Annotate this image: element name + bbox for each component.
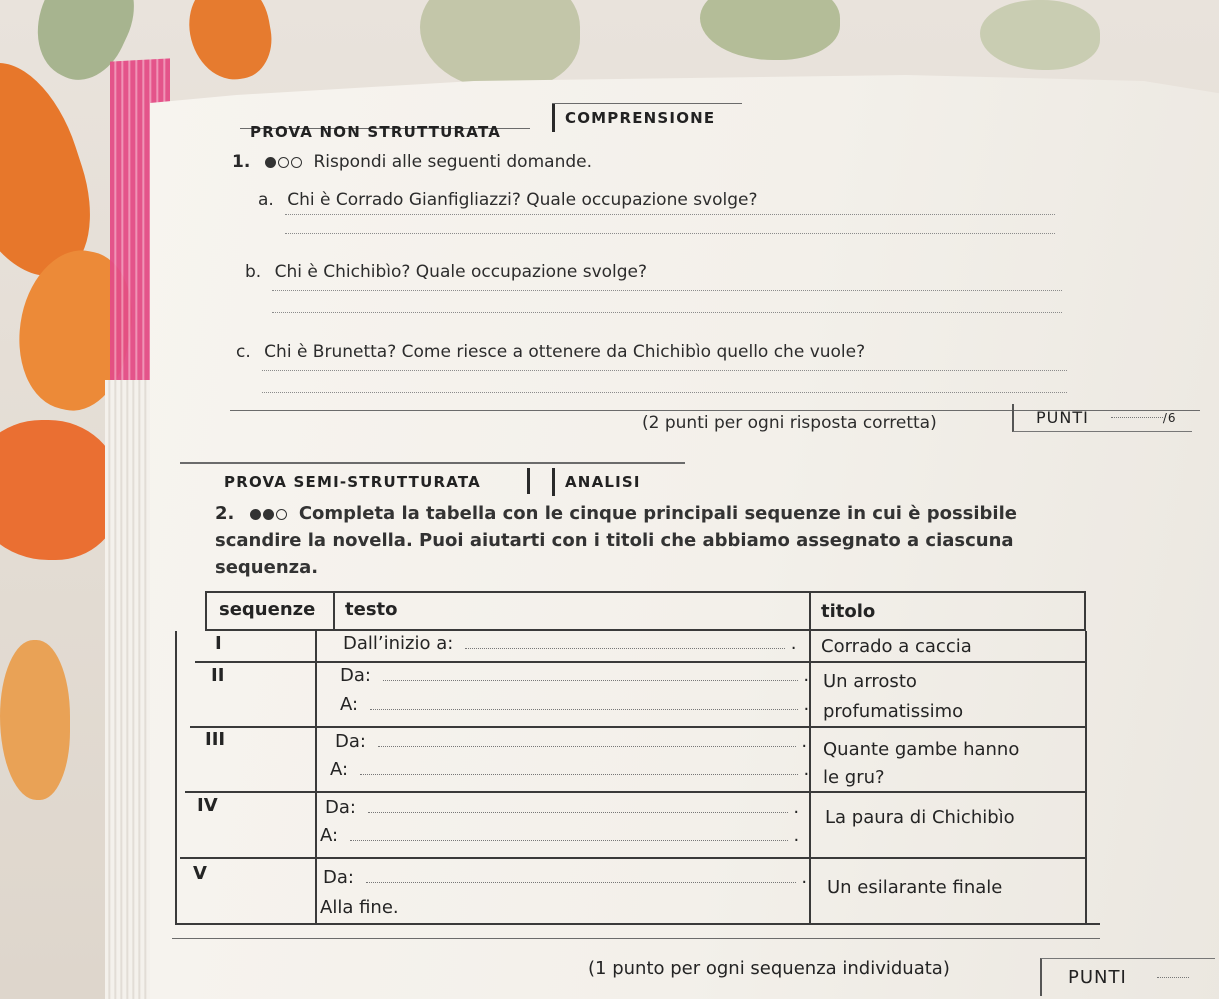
section-rule (172, 938, 1100, 939)
exercise-instruction-line: scandire la novella. Puoi aiutarti con i titoli che abbiamo assegnato a ciascuna (215, 530, 1014, 551)
section-rule (552, 103, 742, 104)
question-letter: c. (236, 342, 251, 362)
section1-tag-type: PROVA NON STRUTTURATA (250, 123, 502, 141)
scoring-note: (1 punto per ogni sequenza individuata) (588, 958, 950, 979)
sequence-title: La paura di Chichibìo (825, 807, 1015, 828)
text-range-end: Alla fine. (320, 897, 399, 918)
column-header-titolo: titolo (821, 601, 876, 622)
points-total: /6 (1162, 410, 1177, 425)
answer-line[interactable] (272, 312, 1062, 313)
text-range-label: Da: (323, 867, 354, 888)
text-range-cell: Da: . (340, 665, 810, 686)
table-border (175, 923, 1100, 925)
text-range-label: Da: (340, 665, 371, 686)
sequence-title: le gru? (823, 767, 885, 788)
tag-divider (527, 468, 530, 494)
sequence-number: V (193, 863, 207, 884)
question-text: Chi è Brunetta? Come riesce a ottenere da Chichibìo quello che vuole? (264, 342, 866, 362)
sequences-table (175, 591, 1100, 925)
text-range-label: Da: (335, 731, 366, 752)
sequence-title: Quante gambe hanno (823, 739, 1020, 760)
text-range-cell: Da: . (335, 731, 808, 752)
exercise-instruction-line: sequenza. (215, 557, 319, 578)
text-range-cell: Da: . (323, 867, 808, 888)
table-border (315, 631, 317, 925)
sequence-title: profumatissimo (823, 701, 964, 722)
difficulty-icon (250, 503, 289, 524)
table-border (1084, 591, 1086, 631)
sequence-number: II (211, 665, 225, 686)
text-range-blank[interactable] (350, 840, 788, 841)
flower-pattern (0, 420, 120, 560)
points-blank[interactable] (1111, 417, 1163, 418)
text-range-label: Dall’inizio a: (343, 633, 454, 654)
leaf-pattern (980, 0, 1100, 70)
flower-pattern (0, 640, 70, 800)
sequence-number: IV (197, 795, 218, 816)
section2-tag-type: PROVA SEMI-STRUTTURATA (224, 473, 481, 491)
flower-pattern (182, 0, 278, 86)
table-border (180, 857, 1085, 859)
sequence-title: Un esilarante finale (827, 877, 1003, 898)
answer-line[interactable] (272, 290, 1062, 291)
leaf-pattern (420, 0, 580, 90)
points-blank[interactable] (1157, 977, 1189, 978)
scoring-note: (2 punti per ogni risposta corretta) (642, 413, 937, 433)
answer-line[interactable] (285, 214, 1055, 215)
exercise-instruction-line: Completa la tabella con le cinque principali sequenze in cui è possibile (298, 503, 1017, 524)
points-label: PUNTI (1068, 967, 1127, 988)
question-letter: b. (245, 262, 262, 282)
table-border (205, 629, 1085, 631)
exercise-number: 1. (232, 152, 251, 172)
text-range-blank[interactable] (383, 680, 798, 681)
question-b (245, 262, 647, 282)
column-header-testo: testo (345, 599, 398, 620)
text-range-blank[interactable] (368, 812, 788, 813)
sequence-number: III (205, 729, 226, 750)
section-rule (180, 462, 685, 464)
answer-line[interactable] (262, 370, 1067, 371)
question-a (258, 190, 758, 210)
sequence-title: Un arrosto (823, 671, 917, 692)
difficulty-icon (265, 152, 304, 171)
answer-line[interactable] (285, 233, 1055, 234)
text-range-cell: A: . (330, 759, 810, 780)
points-box (1012, 404, 1192, 432)
text-range-blank[interactable] (360, 774, 798, 775)
points-box (1040, 958, 1215, 996)
exercise-2-header (215, 503, 1017, 524)
question-text: Chi è Chichibìo? Quale occupazione svolge? (274, 262, 648, 282)
table-border (1085, 631, 1087, 925)
text-range-label: A: (330, 759, 349, 780)
text-range-cell: Da: . (325, 797, 800, 818)
question-c (236, 342, 865, 362)
text-range-blank[interactable] (378, 746, 796, 747)
section1-tag-category: COMPRENSIONE (552, 104, 725, 132)
exercise-instruction: Rispondi alle seguenti domande. (313, 152, 592, 172)
answer-line[interactable] (262, 392, 1067, 393)
text-range-cell: A: . (320, 825, 800, 846)
text-range-cell: A: . (340, 694, 810, 715)
column-header-sequenze: sequenze (219, 599, 316, 620)
text-range-blank[interactable] (465, 648, 785, 649)
text-range-blank[interactable] (366, 882, 796, 883)
table-border (195, 661, 1085, 663)
table-border (809, 591, 811, 925)
exercise-number: 2. (215, 503, 235, 524)
table-border (185, 791, 1085, 793)
table-border (205, 591, 207, 631)
question-letter: a. (258, 190, 274, 210)
table-border (333, 591, 335, 631)
text-range-label: A: (320, 825, 339, 846)
table-border (190, 726, 1085, 728)
exercise-1-header (232, 152, 592, 172)
section2-tag-category: ANALISI (552, 468, 651, 496)
sequence-number: I (215, 633, 222, 654)
leaf-pattern (700, 0, 840, 60)
points-label: PUNTI (1036, 408, 1089, 427)
text-range-label: Da: (325, 797, 356, 818)
table-border (205, 591, 1085, 593)
text-range-blank[interactable] (370, 709, 798, 710)
table-border (175, 631, 177, 925)
text-range-label: A: (340, 694, 359, 715)
sequence-title: Corrado a caccia (821, 636, 972, 657)
question-text: Chi è Corrado Gianfigliazzi? Quale occupazione svolge? (287, 190, 758, 210)
text-range-cell: Dall’inizio a: . (343, 633, 797, 654)
